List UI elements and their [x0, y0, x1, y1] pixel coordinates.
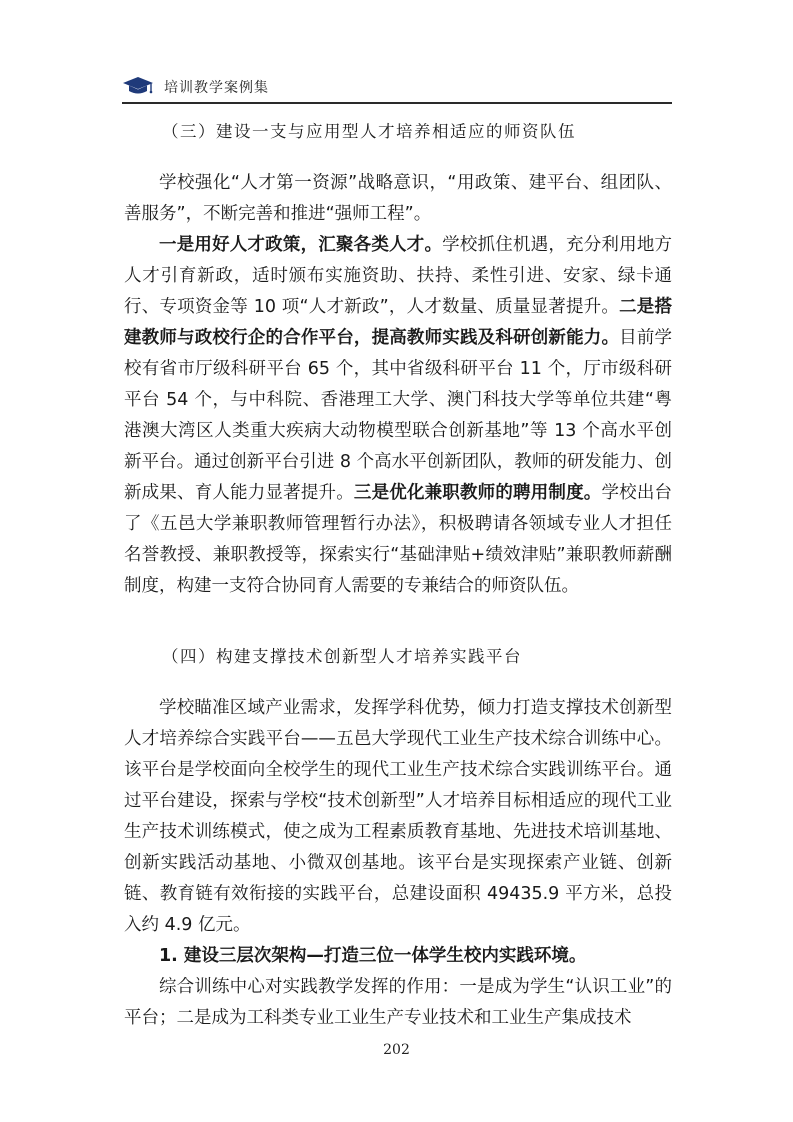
section3-paragraph-2	[124, 230, 672, 602]
policy-point-2: 二是搭建教师与政校行企的合作平台，提高教师实践及科研创新能力。	[124, 297, 672, 348]
page-header	[122, 74, 269, 100]
section4-heading: （四）构建支撑技术创新型人才培养实践平台	[162, 647, 522, 666]
section4-subheading-1: 1. 建设三层次架构—打造三位一体学生校内实践环境。	[159, 946, 587, 966]
section3-paragraph-1: 学校强化“人才第一资源”战略意识，“用政策、建平台、组团队、善服务”，不断完善和推进“强师工程”。	[124, 173, 672, 224]
policy-text-2: 目前学校有省市厅级科研平台 65 个，其中省级科研平台 11 个，厅市级科研平台 54 个，与中科院、香港理工大学、澳门科技大学等单位共建“粤港澳大湾区人类重大疾病大动物模型联合创新基地”等 13 个高水平创新平台。通过创新平台引进 8 个高水平创新团队，教师的研发能力、创新成果、育人能力显著提升。	[124, 328, 673, 503]
graduation-cap-icon	[122, 76, 154, 98]
section4-paragraph-1: 学校瞄准区域产业需求，发挥学科优势，倾力打造支撑技术创新型人才培养综合实践平台——五邑大学现代工业生产技术综合训练中心。该平台是学校面向全校学生的现代工业生产技术综合实践训练平台。通过平台建设，探索与学校“技术创新型”人才培养目标相适应的现代工业生产技术训练模式，使之成为工程素质教育基地、先进技术培训基地、创新实践活动基地、小微双创基地。该平台是实现探索产业链、创新链、教育链有效衔接的实践平台，总建设面积 49435.9 平方米，总投入约 4.9 亿元。	[124, 698, 672, 935]
policy-text-1: 学校抓住机遇，充分利用地方人才引育新政，适时颁布实施资助、扶持、柔性引进、安家、绿卡通行、专项资金等 10 项“人才新政”，人才数量、质量显著提升。	[124, 235, 673, 317]
section4-paragraph-2: 综合训练中心对实践教学发挥的作用：一是成为学生“认识工业”的平台；二是成为工科类专业工业生产专业技术和工业生产集成技术	[124, 977, 672, 1028]
policy-text-3: 学校出台了《五邑大学兼职教师管理暂行办法》，积极聘请各领域专业人才担任名誉教授、兼职教授等，探索实行“基础津贴+绩效津贴”兼职教师薪酬制度，构建一支符合协同育人需要的专兼结合的师资队伍。	[124, 483, 673, 596]
policy-point-1: 一是用好人才政策，汇聚各类人才。	[159, 235, 443, 255]
section3-heading: （三）建设一支与应用型人才培养相适应的师资队伍	[162, 122, 576, 141]
policy-point-3: 三是优化兼职教师的聘用制度。	[353, 483, 602, 503]
section3-body	[124, 168, 672, 602]
page-number: 202	[383, 1042, 410, 1058]
section4-body	[124, 693, 672, 1034]
header-divider	[122, 102, 672, 104]
header-title: 培训教学案例集	[164, 80, 269, 96]
